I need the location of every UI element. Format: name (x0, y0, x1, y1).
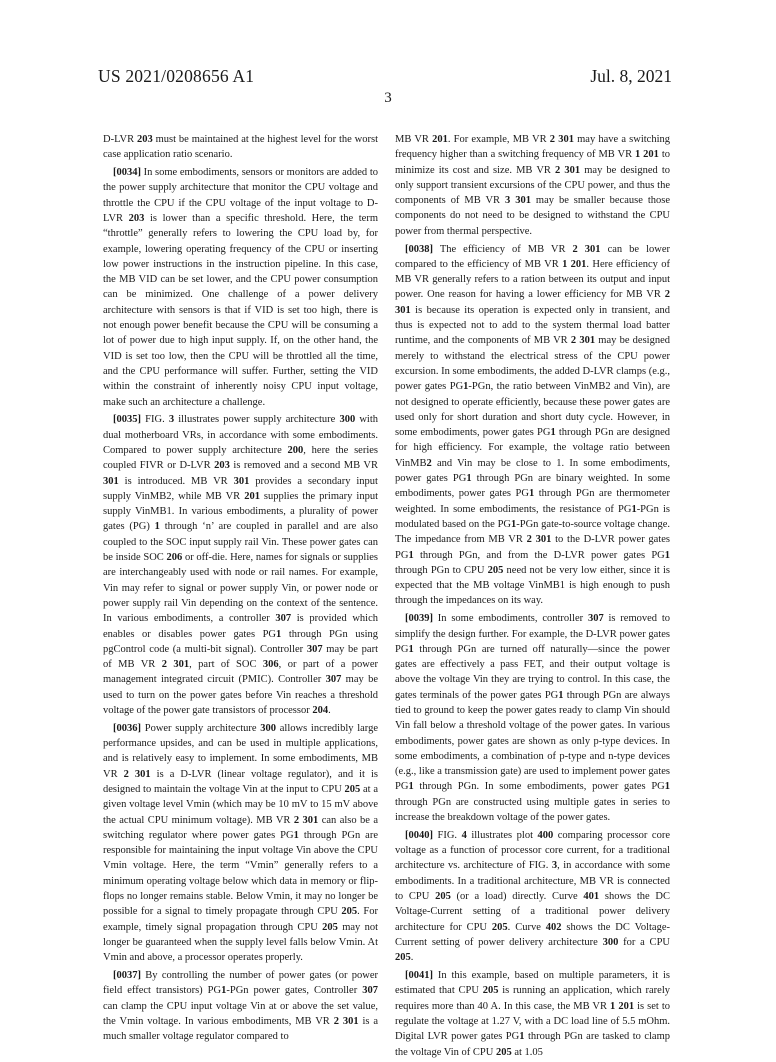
paragraph: [0041] In this example, based on multiple parameters, it is estimated that CPU 205 is running an application, which rarely requires more than 40 A. In this case, the MB VR 1 201 is set to regulate the voltage at 1.27 V, with a DC load line of 5.5 mOhm. Digital LVR power gates PG1 through PGn are tasked to clamp the voltage Vin of CPU 205 at 1.05 (395, 970, 671, 1058)
paragraph: MB VR 201. For example, MB VR 2 301 may have a switching frequency higher than a switching frequency of MB VR 1 201 to minimize its cost and size. MB VR 2 301 may be designed to only support transient excursions of the CPU power, and thus the components of MB VR 3 301 may be smaller because those components do not need to be designed to withstand the CPU power from thermal perspective. (395, 134, 671, 237)
paragraph: [0037] By controlling the number of power gates (or power field effect transistors) PG1-PGn power gates, Controller 307 can clamp the CPU input voltage Vin at or above the set value, the Vmin voltage. In various embodiments, MB VR 2 301 is a much smaller voltage regulator compared to (103, 970, 379, 1043)
patent-publication-number: US 2021/0208656 A1 (98, 66, 255, 86)
publication-date: Jul. 8, 2021 (590, 66, 672, 86)
text-column-left (103, 132, 378, 1047)
paragraph: [0035] FIG. 3 illustrates power supply architecture 300 with dual motherboard VRs, in accordance with some embodiments. Compared to power supply architecture 200, here the series coupled FIVR or D-LVR 203 is removed and a second MB VR 301 is introduced. MB VR 301 provides a secondary input supply VinMB2, while MB VR 201 supplies the primary input supply VinMB1. In various embodiments, a plurality of power gates (PG) 1 through ‘n’ are coupled in parallel and are also coupled to the SOC input supply rail Vin. These power gates can be inside SOC 206 or off-die. Here, names for signals or supplies are interchangeably used with node or rail names. For example, Vin may refer to signal or power supply Vin, or power node or power supply rail Vin depending on the context of the sentence. In various embodiments, a controller 307 is provided which enables or disables power gates PG1 through PGn using pgControl code (a multi-bit signal). Controller 307 may be part of MB VR 2 301, part of SOC 306, or part of a power management integrated circuit (PMIC). Controller 307 may be used to turn on the power gates before Vin reaches a threshold voltage of the power gate transistors of processor 204. (103, 414, 379, 716)
paragraph: [0034] In some embodiments, sensors or monitors are added to the power supply architecture that monitor the CPU voltage and throttle the CPU if the CPU voltage of the input voltage to D-LVR 203 is lower than a specific threshold. Here, the term “throttle” generally refers to lowering the CPU load by, for example, lowering operating frequency of the CPU or inserting low power instructions in the instruction pipeline. In this case, the MB VID can be set lower, and the CPU power consumption can be minimized. One challenge of a power delivery architecture with sensors is that if VID is set too high, there is not enough power benefit because the CPU will be consuming a lot of power due to high input supply. If, on the other hand, the VID is set too low, then the CPU will be throttled all the time, and the CPU performance will suffer. Further, setting the VID within the constraint of inherently noisy CPU input voltage, make such an architecture a challenge. (103, 167, 378, 408)
paragraph: D-LVR 203 must be maintained at the highest level for the worst case application ratio scenario. (103, 134, 378, 161)
page-number: 3 (384, 90, 392, 106)
paragraph: [0036] Power supply architecture 300 allows incredibly large performance upsides, and can be used in multiple applications, and is relatively easy to implement. In some embodiments, MB VR 2 301 is a D-LVR (linear voltage regulator), and it is designed to maintain the voltage Vin at the input to CPU 205 at a given voltage level Vmin (which may be 10 mV to 15 mV above the actual CPU minimum voltage). MB VR 2 301 can also be a switching regulator where power gates PG1 through PGn are responsible for maintaining the input voltage Vin above the CPU Vmin voltage. Here, the term “Vmin” generally refers to a minimum operating voltage below which data in memory or flip-flops no longer remains stable. Below Vmin, it may no longer be possible for a signal to timely propagate through CPU 205. For example, timely signal propagation through CPU 205 may not longer be guaranteed when the supply level falls below Vmin. At Vmin and above, a processor operates properly. (103, 722, 379, 964)
paragraph: [0038] The efficiency of MB VR 2 301 can be lower compared to the efficiency of MB VR 1 201. Here efficiency of MB VR generally refers to a ration between its output and input power. One reason for having a lower efficiency for MB VR 2 301 is because its operation is expected only in transient, and thus is expected not to add to the system thermal load batter runtime, and the components of MB VR 2 301 may be designed merely to withstand the electrical stress of the CPU power excursion. In some embodiments, the added D-LVR clamps (e.g., power gates PG1-PGn, the ratio between VinMB2 and Vin), are not designed to operate efficiently, because these power gates are used only for short duration and short duty cycle. However, in some embodiments, power gates PG1 through PGn are designed for high efficiency. For example, the voltage ratio between VinMB2 and Vin may be close to 1. In some embodiments, power gates PG1 through PGn are binary weighted. In some embodiments, power gates PG1 through PGn are thermometer weighted. In some embodiments, the resistance of PG1-PGn is modulated based on the PG1-PGn gate-to-source voltage change. The impedance from MB VR 2 301 to the D-LVR power gates PG1 through PGn, and from the D-LVR power gates PG1 through PGn to CPU 205 need not be very low either, since it is expected that the MB voltage VinMB1 is high enough to push through the impedances on its way. (395, 243, 671, 607)
paragraph: [0040] FIG. 4 illustrates plot 400 comparing processor core voltage as a function of processor core current, for a traditional architecture vs. architecture of FIG. 3, in accordance with some embodiments. In a traditional architecture, MB VR is connected to CPU 205 (or a load) directly. Curve 401 shows the DC Voltage-Current setting of a traditional power delivery architecture for CPU 205. Curve 402 shows the DC Voltage-Current setting of power delivery architecture 300 for a CPU 205. (395, 829, 670, 964)
text-column-right (395, 132, 670, 1062)
paragraph: [0039] In some embodiments, controller 307 is removed to simplify the design further. For example, the D-LVR power gates PG1 through PGn are turned off naturally—since the power gates are effectively a pass FET, and their output voltage is above the voltage Vin they are trying to control. In this case, the gates terminals of the power gates PG1 through PGn are always tied to ground to keep the power gates ready to clamp Vin should Vin fall below a threshold voltage of the power gates. In various embodiments, power gates are shown as only p-type devices. In some embodiments, a combination of p-type and n-type devices (e.g., like a transmission gate) are used to implement power gates PG1 through PGn. In some embodiments, power gates PG1 through PGn are constructed using multiple gates in series to increase the breakdown voltage of the power gates. (395, 613, 670, 824)
